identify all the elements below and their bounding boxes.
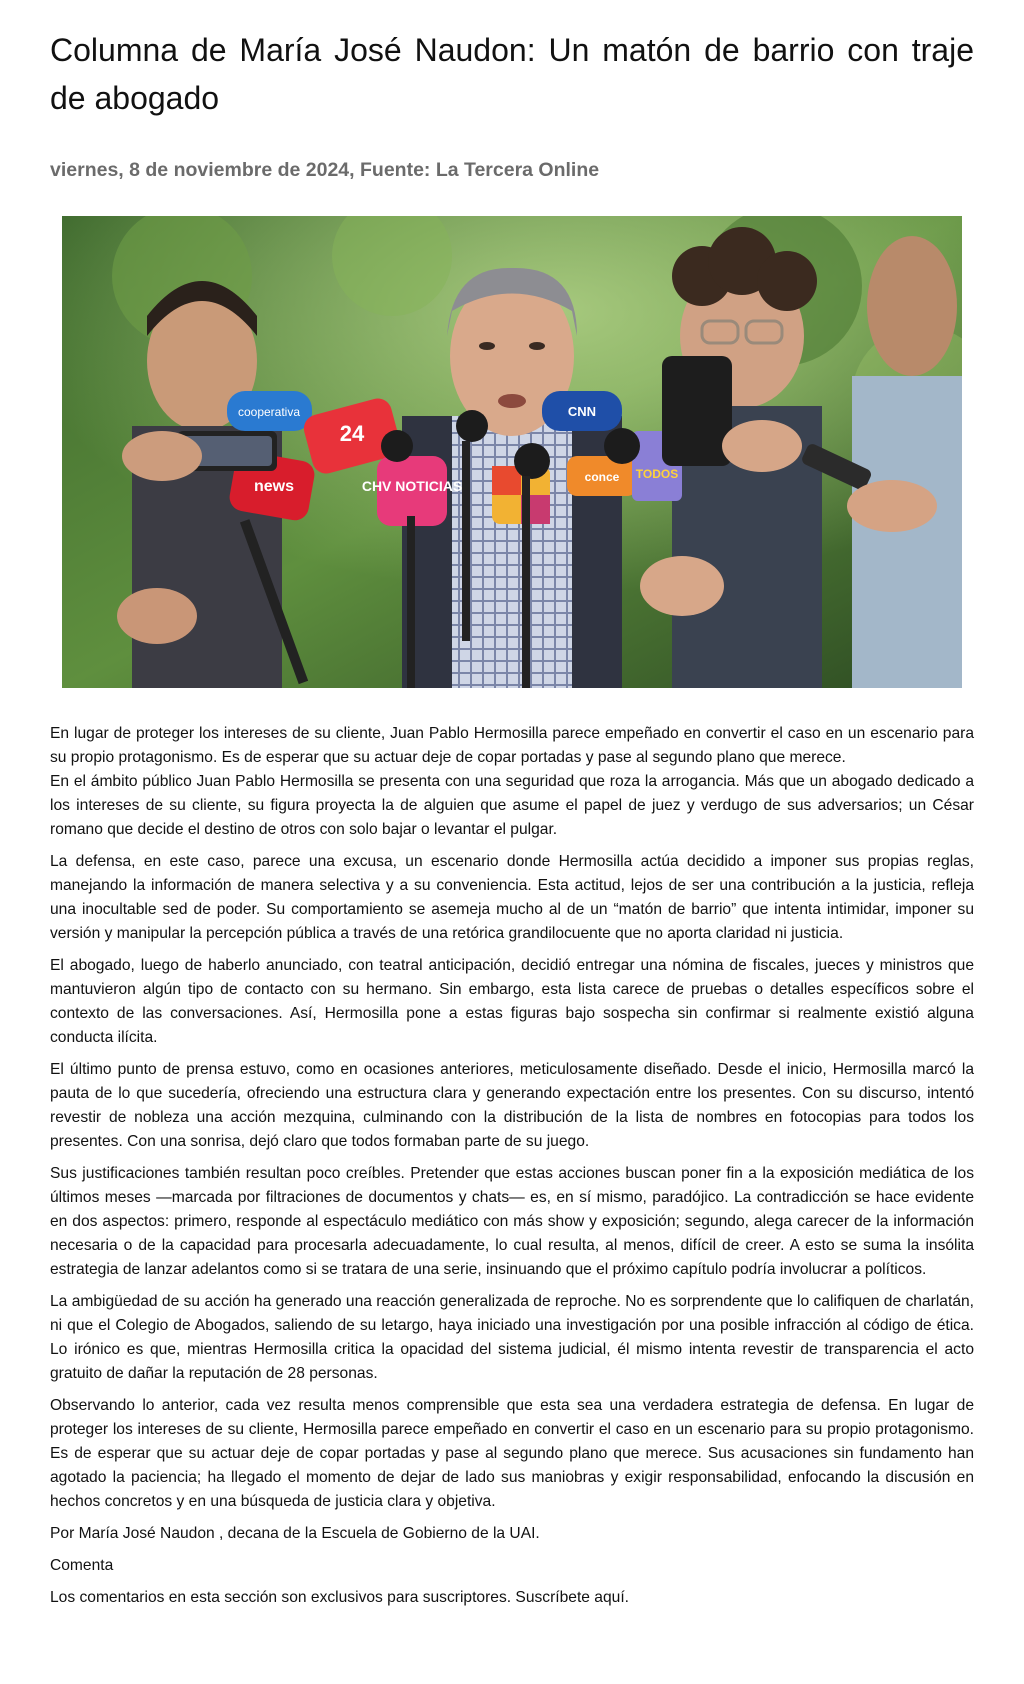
mic-label-todos: TODOS <box>635 467 679 481</box>
article-paragraph: En lugar de proteger los intereses de su cliente, Juan Pablo Hermosilla parece empeñado en convertir el caso en un escenario para su propio protagonismo. Es de esperar que su actuar deje de copar portadas y pase al segundo plano que merece. <box>50 725 974 766</box>
article-title: Columna de María José Naudon: Un matón de barrio con traje de abogado <box>50 32 974 116</box>
article-paragraph: Sus justificaciones también resultan poco creíbles. Pretender que estas acciones buscan poner fin a la exposición mediática de los últimos meses —marcada por filtraciones de documentos y chats— es, en sí mismo, paradójico. La contradicción se hace evidente en dos aspectos: primero, responde al espectáculo mediático con más show y exposición; segundo, alega carecer de la información necesaria o de la capacidad para procesarla adecuadamente, lo cual resulta, al menos, difícil de creer. A esto se suma la insólita estrategia de lanzar adelantos como si se tratara de una serie, insinuando que el próximo capítulo podría involucrar a políticos. <box>50 1165 974 1278</box>
comments-subscriber-notice[interactable]: Los comentarios en esta sección son exclusivos para suscriptores. Suscríbete aquí. <box>50 1589 629 1606</box>
mic-label-24: 24 <box>339 421 365 446</box>
mic-label-chv: CHV NOTICIAS <box>361 478 463 494</box>
press-conference-photo-illustration <box>62 216 962 688</box>
mic-label-cnn: CNN <box>567 404 597 419</box>
mic-label-cooperativa: cooperativa <box>237 405 301 419</box>
article-paragraph: El último punto de prensa estuvo, como en ocasiones anteriores, meticulosamente diseñado. Desde el inicio, Hermosilla marcó la pauta de lo que sucedería, ofreciendo una estructura clara y generando expectación entre los presentes. Con su discurso, intentó revestir de nobleza una acción mezquina, culminando con la distribución de la lista de nombres en fotocopias para todos los presentes. Con una sonrisa, dejó claro que todos formaban parte de su juego. <box>50 1061 974 1150</box>
article-dateline: viernes, 8 de noviembre de 2024, Fuente: La Tercera Online <box>50 159 600 181</box>
article-paragraph: La ambigüedad de su acción ha generado una reacción generalizada de reproche. No es sorprendente que lo califiquen de charlatán, ni que el Colegio de Abogados, saliendo de su letargo, haya iniciado una investigación por una posible infracción al código de ética. Lo irónico es que, mientras Hermosilla critica la opacidad del sistema judicial, él mismo intenta revestir de transparencia el acto gratuito de dañar la reputación de 28 personas. <box>50 1293 974 1382</box>
article <box>50 0 974 1610</box>
article-paragraph: La defensa, en este caso, parece una excusa, un escenario donde Hermosilla actúa decidido a imponer sus propias reglas, manejando la información de manera selectiva y a su conveniencia. Esta actitud, lejos de ser una contribución a la justicia, refleja una inocultable sed de poder. Su comportamiento se asemeja mucho al de un “matón de barrio” que intenta intimidar, imponer su versión y manipular la percepción pública a través de una retórica grandilocuente que no aporta claridad ni justicia. <box>50 853 974 942</box>
article-paragraph: El abogado, luego de haberlo anunciado, con teatral anticipación, decidió entregar una nómina de fiscales, jueces y ministros que mantuvieron algún tipo de contacto con su hermano. Sin embargo, esta lista carece de pruebas o detalles específicos sobre el contexto de las conversaciones. Así, Hermosilla pone a estas figuras bajo sospecha sin confirmar si realmente existió alguna conducta ilícita. <box>50 957 974 1046</box>
press-conference-photo <box>62 216 962 688</box>
mic-label-news: news <box>253 478 295 495</box>
comment-heading: Comenta <box>50 1557 114 1574</box>
mic-label-conce: conce <box>584 470 620 484</box>
article-paragraph: En el ámbito público Juan Pablo Hermosilla se presenta con una seguridad que roza la arrogancia. Más que un abogado dedicado a los intereses de su cliente, su figura proyecta la de alguien que asume el papel de juez y verdugo de sus adversarios; un César romano que decide el destino de otros con solo bajar o levantar el pulgar. <box>50 773 974 838</box>
article-paragraph: Observando lo anterior, cada vez resulta menos comprensible que esta sea una verdadera estrategia de defensa. En lugar de proteger los intereses de su cliente, Hermosilla parece empeñado en convertir el caso en un escenario para su propio protagonismo. Es de esperar que su actuar deje de copar portadas y pase al segundo plano que merece. Sus acusaciones sin fundamento han agotado la paciencia; ha llegado el momento de dejar de lado sus maniobras y exigir responsabilidad, enfocando la discusión en hechos concretos y en una búsqueda de justicia clara y objetiva. <box>50 1397 974 1510</box>
article-body <box>50 722 974 1610</box>
author-credit: Por María José Naudon , decana de la Escuela de Gobierno de la UAI. <box>50 1525 540 1542</box>
